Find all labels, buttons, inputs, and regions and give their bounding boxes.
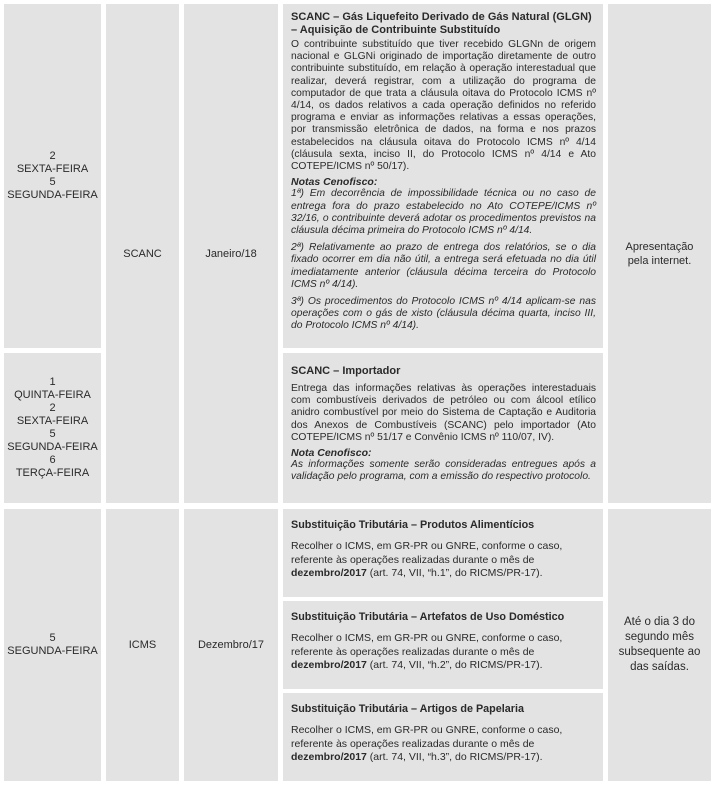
st-item-cell: [283, 509, 603, 597]
date-weekday: SEXTA-FEIRA: [16, 163, 89, 175]
section-title: SCANC – Gás Liquefeito Derivado de Gás Natural (GLGN) – Aquisição de Contribuinte Substituído: [291, 11, 592, 36]
st-title: Substituição Tributária – Artefatos de Uso Doméstico: [291, 611, 565, 623]
date-cell-row-1: [4, 4, 101, 348]
section-body: O contribuinte substituído que tiver recebido GLGNn de origem nacional e GLGNi originado de importação diretamente de outro contribuinte substituído, em relação à operação interestadual que realizar, deverá registrar, com a utilização do programa de computador de que trata a cláusula oitava do Protocolo ICMS nº 4/14, os dados relativos a cada operação definidos no referido programa e enviar as informações relativas a essas operações, por transmissão eletrônica de dados, na forma e nos prazos estabelecidos na cláusula oitava do Protocolo ICMS nº 4/14 (cláusula sexta, inciso II, do Protocolo ICMS nº 4/14 e Ato COTEPE/ICMS nº 50/17).: [291, 39, 596, 173]
scanc-glgn-cell: [283, 4, 603, 348]
obligation-cell-icms: [106, 509, 179, 781]
date-weekday: SEGUNDA-FEIRA: [7, 645, 98, 657]
date-number: 6: [49, 454, 56, 466]
date-number: 2: [49, 150, 56, 162]
period-label: Janeiro/18: [205, 247, 257, 260]
date-weekday: SEXTA-FEIRA: [16, 415, 89, 427]
st-body: Recolher o ICMS, em GR-PR ou GNRE, conforme o caso, referente às operações realizadas durante o mês de dezembro/2017 (art. 74, VII, “h.3”, do RICMS/PR-17).: [291, 724, 563, 763]
date-weekday: SEGUNDA-FEIRA: [7, 189, 98, 201]
note-item: 1ª) Em decorrência de impossibilidade técnica ou no caso de entrega fora do prazo estabelecido no Ato COTEPE/ICMS nº 32/16, o contribuinte deverá adotar os procedimentos previstos na cláusula décima primeira do Protocolo ICMS nº 4/14.: [291, 188, 596, 237]
notes-heading: Notas Cenofisco:: [291, 176, 378, 189]
st-body: Recolher o ICMS, em GR-PR ou GNRE, conforme o caso, referente às operações realizadas durante o mês de dezembro/2017 (art. 74, VII, “h.1”, do RICMS/PR-17).: [291, 540, 563, 579]
obligation-label: ICMS: [128, 639, 157, 651]
note-item: 2ª) Relativamente ao prazo de entrega dos relatórios, se o dia fixado ocorrer em dia não útil, a entrega será efetuada no dia útil imediatamente anterior (cláusula décima terceira do Protocolo ICMS nº 4/14).: [291, 242, 596, 290]
period-label: Dezembro/17: [197, 639, 265, 651]
delivery-cell-scanc: [608, 4, 711, 503]
date-cell-row-2: [4, 353, 101, 503]
obligation-cell-scanc: [106, 4, 179, 503]
date-weekday: SEGUNDA-FEIRA: [7, 441, 98, 453]
scanc-importador-cell: [283, 353, 603, 503]
note-heading: Nota Cenofisco:: [291, 447, 372, 460]
date-cell-row-3: [4, 509, 101, 781]
date-number: 5: [49, 632, 56, 644]
delivery-text: Apresentação pela internet.: [625, 240, 694, 267]
period-cell-scanc: [184, 4, 278, 503]
delivery-text: Até o dia 3 do segundo mês subsequente ao das saídas.: [618, 616, 701, 673]
st-title: Substituição Tributária – Produtos Alimentícios: [291, 519, 535, 531]
obligation-label: SCANC: [123, 247, 162, 260]
date-number: 1: [49, 376, 56, 388]
period-cell-icms: [184, 509, 278, 781]
st-title: Substituição Tributária – Artigos de Papelaria: [291, 703, 524, 715]
note-item: 3ª) Os procedimentos do Protocolo ICMS nº 4/14 aplicam-se nas operações com o gás de xisto (cláusula décima quarta, inciso III, do Protocolo ICMS nº 4/14).: [291, 296, 596, 332]
date-number: 5: [49, 428, 56, 440]
section-body: Entrega das informações relativas às operações interestaduais com combustíveis derivados de petróleo ou com álcool etílico anidro combustível por meio do Sistema de Captação e Auditoria dos Anexos de Combustíveis (SCANC) pelo importador (Ato COTEPE/ICMS nº 51/17 e Convênio ICMS nº 110/07, IV).: [291, 383, 596, 443]
date-weekday: QUINTA-FEIRA: [14, 389, 91, 401]
st-body: Recolher o ICMS, em GR-PR ou GNRE, conforme o caso, referente às operações realizadas durante o mês de dezembro/2017 (art. 74, VII, “h.2”, do RICMS/PR-17).: [291, 632, 563, 671]
st-item-cell: [283, 693, 603, 781]
delivery-cell-icms: [608, 509, 711, 781]
date-number: 2: [49, 402, 56, 414]
st-item-cell: [283, 601, 603, 689]
date-weekday: TERÇA-FEIRA: [15, 467, 90, 479]
section-title: SCANC – Importador: [291, 365, 401, 377]
date-number: 5: [49, 176, 56, 188]
note-text: As informações somente serão consideradas entregues após a validação pelo programa, com a emissão do respectivo protocolo.: [291, 459, 596, 483]
